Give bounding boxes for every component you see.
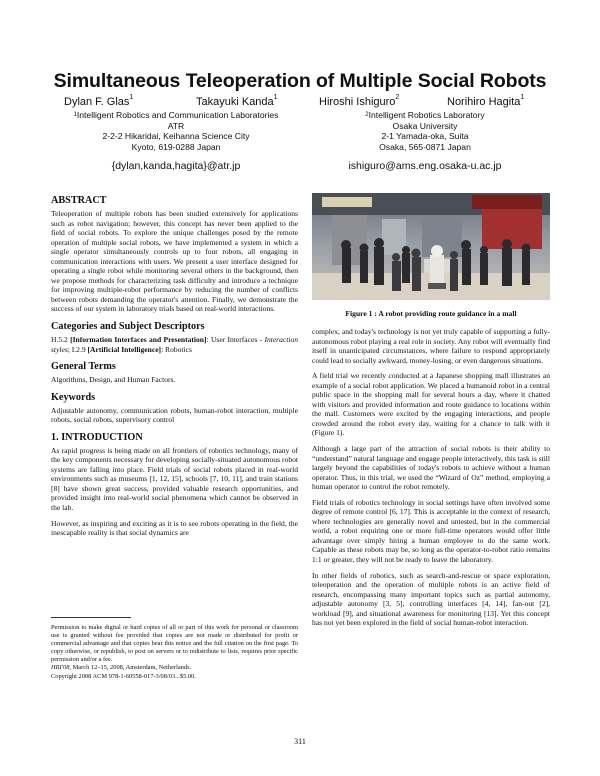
author-3: Hiroshi Ishiguro$^2$	[319, 94, 400, 108]
email-left[interactable]: {dylan,kanda,hagita}@atr.jp	[111, 160, 241, 172]
venue-line: HRI'08, March 12–15, 2008, Amsterdam, Netherlands.	[51, 664, 192, 672]
intro-paragraph-5: Field trials of robotics technology in social settings have often involved some degree of remote control [6, 17]. This is acceptable in the context of research, where technologies are generally novel and untested, but in the commercial world, a robot requiring one or more full-time operators would offer little advantage over simply hiring a human employee to do the same work. Capable as these robots may be, so long as the operator-to-robot ratio remains 1:1 or greater, they will not be ready to leave the laboratory.	[312, 497, 550, 565]
page-number: 311	[294, 737, 306, 746]
email-right[interactable]: ishiguro@ams.eng.osaka-u.ac.jp	[348, 160, 502, 172]
copyright-line: Copyright 2008 ACM 978-1-60558-017-3/08/03...$5.00.	[51, 672, 196, 680]
author-4: Norihiro Hagita$^1$	[447, 94, 525, 108]
copyright-notice	[51, 624, 298, 681]
intro-paragraph-6: In other fields of robotics, such as search-and-rescue or space exploration, teleoperation and the operation of multiple robots is an active field of research, encompassing many important topics such as partial autonomy, adjustable autonomy [3, 5], controlling interfaces [4, 14], fan-out [2], workload [9], and situational awareness for monitoring [13]. Yet this concept has not yet been explored in the field of social human-robot interaction.	[312, 570, 550, 628]
permission-text: Permission to make digital or hard copies of all or part of this work for personal or classroom use is granted without fee provided that copies are not made or distributed for profit or commercial advantage and that copies bear this notice and the full citation on the first page. To copy otherwise, or republish, to post on servers or to redistribute to lists, requires prior specific permission and/or a fee.	[51, 624, 298, 664]
intro-paragraph-2-start: However, as inspiring and exciting as it is to see robots operating in the field, the inescapable reality is that social dynamics are	[51, 518, 298, 538]
left-column	[51, 195, 298, 544]
categories-heading: Categories and Subject Descriptors	[51, 321, 205, 333]
figure-1-photo	[312, 193, 550, 300]
general-terms-heading: General Terms	[51, 361, 116, 373]
abstract-heading: ABSTRACT	[51, 195, 107, 206]
affiliation-right: $^2$Intelligent Robotics Laboratory Osaka University 2-1 Yamada-oka, Suita Osaka, 565-0871 Japan	[365, 110, 485, 152]
right-column	[312, 327, 550, 634]
abstract-text: Teleoperation of multiple robots has been studied extensively for applications such as robot navigation; however, this concept has never been applied to the field of social robots. To explore the unique challenges posed by the remote operation of multiple social robots, we have implemented a system in which a single operator simultaneously controls up to four robots, all engaging in communication interactions with users. We present a user interface designed for operating a single robot while monitoring several others in the background, then we propose methods for characterizing task difficulty and introduce a technique for improving multiple-robot performance by reducing the number of conflicts between robots demanding the operator's attention. Finally, we demonstrate the success of our system in laboratory trials based on real-world interactions.	[51, 209, 298, 314]
intro-paragraph-1: As rapid progress is being made on all frontiers of robotics technology, many of the key components necessary for developing socially-situated autonomous robot systems are falling into place. Field trials of social robots placed in real-world environments such as museums [1, 12, 15], schools [7, 10, 11], and train stations [8] have shown great success, provided valuable research opportunities, and provided insight into real-world social phenomena which cannot be observed in the lab.	[51, 445, 298, 513]
paper-title: Simultaneous Teleoperation of Multiple Social Robots	[53, 70, 547, 92]
figure-1-caption: Figure 1 : A robot providing route guidance in a mall	[345, 309, 517, 318]
intro-paragraph-2-cont: complex, and today's technology is not yet truly capable of supporting a fully-autonomous robot playing a real role in society. Any robot will eventually find itself in unanticipated circumstances, where failure to respond appropriately could lead to socially awkward, money-losing, or even dangerous situations.	[312, 327, 550, 365]
affiliation-left: $^1$Intelligent Robotics and Communication Laboratories ATR 2-2-2 Hikaridai, Keihanna Science City Kyoto, 619-0288 Japan	[73, 110, 279, 152]
introduction-heading: 1. INTRODUCTION	[51, 431, 143, 443]
categories-text: H.5.2 [Information Interfaces and Presentation]: User Interfaces - Interaction styles; I.2.9 [Artificial Intelligence]: Robotics	[51, 335, 298, 354]
author-2: Takayuki Kanda$^1$	[196, 94, 278, 108]
intro-paragraph-4: Although a large part of the attraction of social robots is their ability to “understand” natural language and engage people interactively, this task is still largely beyond the capabilities of today's robots to achieve without a human operator. Thus, in this trial, we used the “Wizard of Oz” method, employing a human operator to control the robot remotely.	[312, 444, 550, 492]
mall-scene-illustration	[312, 193, 550, 300]
copyright-divider	[51, 617, 131, 618]
keywords-heading: Keywords	[51, 391, 96, 403]
general-terms-text: Algorithms, Design, and Human Factors.	[51, 375, 176, 385]
keywords-text: Adjustable autonomy, communication robots, human-robot interaction, multiple robots, social robots, supervisory control	[51, 405, 298, 425]
author-1: Dylan F. Glas$^1$	[64, 94, 134, 108]
intro-paragraph-3: A field trial we recently conducted at a Japanese shopping mall illustrates an example of a social robot application. We placed a humanoid robot in a central public space in the shopping mall for several hours a day, where it chatted with visitors and provided information and route guidance to locations within the mall. Customers were excited by the engaging interactions, and people crowded around the robot every day, waiting for a chance to talk with it (Figure 1).	[312, 371, 550, 438]
